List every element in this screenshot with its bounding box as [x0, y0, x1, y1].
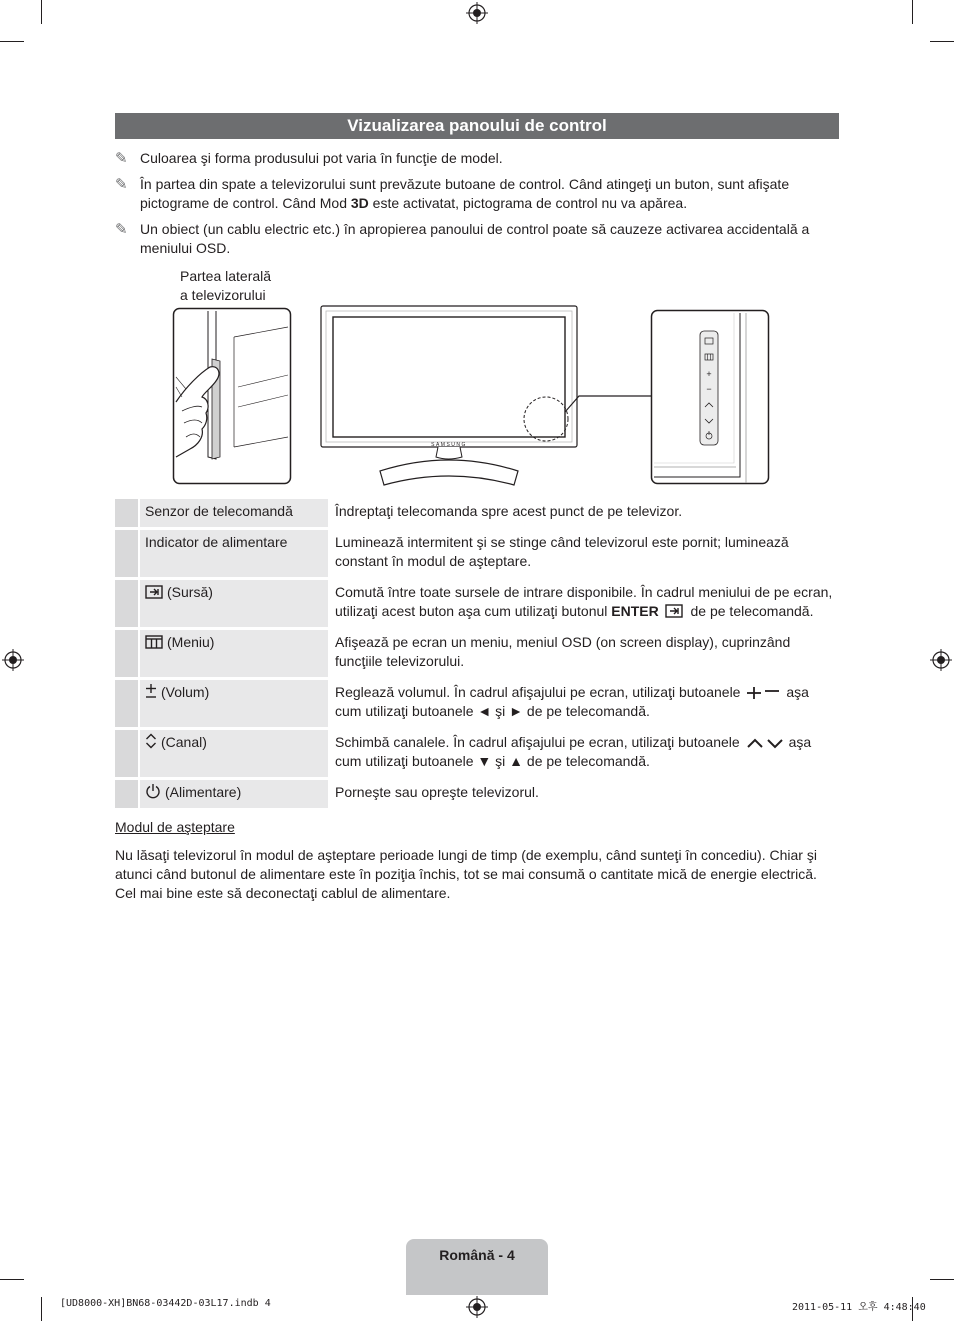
- table-row: [115, 729, 839, 779]
- note-3: [115, 220, 839, 258]
- control-name: Indicator de alimentare: [139, 529, 329, 579]
- standby-text: Nu lăsaţi televizorul în modul de aşteptare perioade lungi de timp (de exemplu, când sunteţi în concediu). Chiar şi atunci când butonul de alimentare este în poziţia închis, tot se mai consumă o cantitate mică de energie electrică. Cel mai bine este să deconectaţi cablul de alimentare.: [115, 847, 817, 901]
- enter-label: ENTER: [611, 603, 659, 619]
- section-title: Vizualizarea panoului de control: [115, 113, 839, 139]
- control-desc: Porneşte sau opreşte televizorul.: [329, 779, 839, 810]
- enter-icon: [665, 604, 683, 618]
- control-desc: aşa cum utilizaţi butoanele ◄ şi ► de pe telecomandă.: [335, 684, 809, 719]
- control-name: (Volum): [161, 684, 210, 700]
- note-bold: 3D: [350, 195, 369, 211]
- control-desc: Luminează intermitent şi se stinge când televizorul este pornit; luminează constant în modul de aşteptare.: [329, 529, 839, 579]
- crop-mark: [0, 41, 24, 42]
- control-desc: aşa cum utilizaţi butoanele ▼ şi ▲ de pe telecomandă.: [335, 734, 812, 769]
- svg-text:+: +: [706, 369, 712, 379]
- date-slug: 2011-05-11 오후 4:48:40: [792, 1302, 926, 1313]
- crop-mark: [930, 41, 954, 42]
- tv-side-illustration: [172, 307, 292, 485]
- registration-mark-icon: [2, 649, 24, 671]
- control-desc: de pe telecomandă.: [686, 603, 814, 619]
- brand-logo: SAMSUNG: [431, 442, 467, 448]
- control-table: [115, 499, 839, 811]
- registration-mark-icon: [466, 1296, 488, 1318]
- channel-icon: [145, 733, 157, 749]
- table-row: [115, 629, 839, 679]
- note-text: În partea din spate a televizorului sunt prevăzute butoane de control. Când atingeţi un buton, sunt afişate pictograme de control. Când Mod: [140, 176, 790, 211]
- control-desc: Reglează volumul. În cadrul afişajului pe ecran, utilizaţi butoanele: [335, 684, 741, 700]
- crop-mark: [41, 1297, 42, 1321]
- tv-front-illustration: [318, 303, 580, 491]
- pencil-note-icon: ✎: [115, 176, 128, 193]
- side-label: Partea laterală a televizorului: [180, 268, 272, 303]
- callout-line: [565, 394, 653, 414]
- pencil-note-icon: ✎: [115, 221, 128, 238]
- registration-mark-icon: [466, 2, 488, 24]
- menu-icon: [145, 635, 163, 649]
- power-icon: [145, 783, 161, 799]
- control-name: (Canal): [161, 734, 207, 750]
- table-row: [115, 499, 839, 529]
- pencil-note-icon: ✎: [115, 150, 128, 167]
- control-name: Senzor de telecomandă: [139, 499, 329, 529]
- table-row: [115, 579, 839, 629]
- note-text: Culoarea şi forma produsului pot varia în funcţie de model.: [140, 150, 503, 166]
- up-down-chevron-icon: [746, 737, 786, 749]
- control-desc: Comută între toate sursele de intrare disponibile. În cadrul meniului de pe ecran, utilizaţi acest buton aşa cum utilizaţi butonul: [335, 584, 833, 619]
- table-row: [115, 779, 839, 810]
- note-2: [115, 175, 839, 213]
- crop-mark: [0, 1279, 24, 1280]
- registration-mark-icon: [930, 649, 952, 671]
- file-slug: [UD8000-XH]BN68-03442D-03L17.indb 4: [60, 1298, 271, 1309]
- control-desc: Îndreptaţi telecomanda spre acest punct de pe televizor.: [329, 499, 839, 529]
- table-row: [115, 529, 839, 579]
- crop-mark: [912, 0, 913, 24]
- crop-mark: [41, 0, 42, 24]
- note-text: Un obiect (un cablu electric etc.) în apropierea panoului de control poate să cauzeze activarea accidentală a meniului OSD.: [140, 221, 810, 256]
- page-number: Română - 4: [406, 1239, 548, 1295]
- standby-heading: Modul de aşteptare: [115, 819, 235, 835]
- control-desc: Afişează pe ecran un meniu, meniul OSD (on screen display), cuprinzând funcţiile televizorului.: [329, 629, 839, 679]
- plus-minus-icon: [746, 687, 780, 699]
- control-name: (Meniu): [167, 634, 215, 650]
- svg-text:−: −: [706, 384, 712, 394]
- source-icon: [145, 585, 163, 599]
- control-name: (Sursă): [167, 584, 213, 600]
- control-desc: Schimbă canalele. În cadrul afişajului pe ecran, utilizaţi butoanele: [335, 734, 740, 750]
- note-text: este activatat, pictograma de control nu va apărea.: [368, 195, 688, 211]
- crop-mark: [930, 1279, 954, 1280]
- control-panel-illustration: [650, 309, 770, 485]
- control-name: (Alimentare): [165, 784, 242, 800]
- table-row: [115, 679, 839, 729]
- volume-icon: [145, 683, 157, 699]
- note-1: [115, 149, 839, 168]
